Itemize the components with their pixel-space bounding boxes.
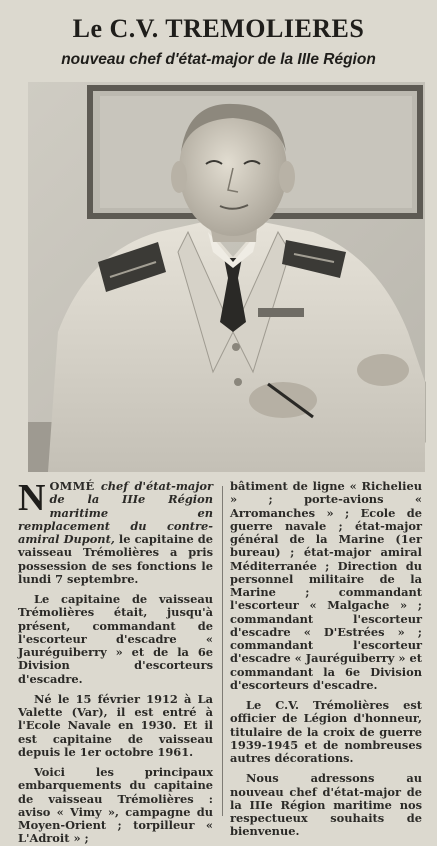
intro-smallcaps: OMMÉ (49, 479, 95, 493)
paragraph-birth: Né le 15 février 1912 à La Valette (Var), il est entré à l'Ecole Navale en 1930. Et il est capitaine de vaisseau depuis le 1er octobre 1961. (18, 691, 213, 759)
subheadline: nouveau chef d'état-major de la IIIe Région (61, 51, 376, 68)
officer-portrait-photo (28, 82, 425, 472)
paragraph-welcome: Nous adressons au nouveau chef d'état-major de la IIIe Région maritime nos respectueux souhaits de bienvenue. (230, 771, 422, 839)
intro-rest: le capitaine de vaisseau Trémolières a pris possession de ses fonctions le lundi 7 septembre. (18, 532, 214, 586)
column-divider (222, 486, 223, 816)
dropcap: N (18, 477, 46, 519)
paragraph-intro (18, 477, 214, 586)
article-column-left (18, 477, 214, 846)
paragraph-decorations: Le C.V. Trémolières est officier de Légion d'honneur, titulaire de la croix de guerre 1939-1945 et de nombreuses autres décorations. (230, 698, 422, 765)
paragraph-career: bâtiment de ligne « Richelieu » ; porte-avions « Arromanches » ; Ecole de guerre navale ; état-major général de la Marine (1er bureau) ; état-major amiral Méditerranée ; Direction du personnel militaire de la Marine ; commandant l'escorteur « Malgache » ; commandant l'escorteur d'escadre « D'Estrées » ; commandant l'escorteur d'escadre « Jauréguiberry » et commandant la 6e Division d'escorteurs d'escadre. (230, 479, 422, 692)
paragraph-embarkations: Voici les principaux embarquements du capitaine de vaisseau Trémolières : aviso « Vimy », campagne du Moyen-Orient ; torpilleur « L'Adroit » ; (18, 765, 213, 846)
article-column-right (230, 479, 422, 839)
intro-italic: chef d'état-major de la IIIe Région maritime en remplacement du contre-amiral Dupont, (18, 479, 213, 546)
paragraph-command: Le capitaine de vaisseau Trémolières était, jusqu'à présent, commandant de l'escorteur d'escadre « Jauréguiberry » et de la 6e Division d'escorteurs d'escadre. (18, 592, 213, 686)
headline: Le C.V. TREMOLIERES (72, 14, 365, 43)
